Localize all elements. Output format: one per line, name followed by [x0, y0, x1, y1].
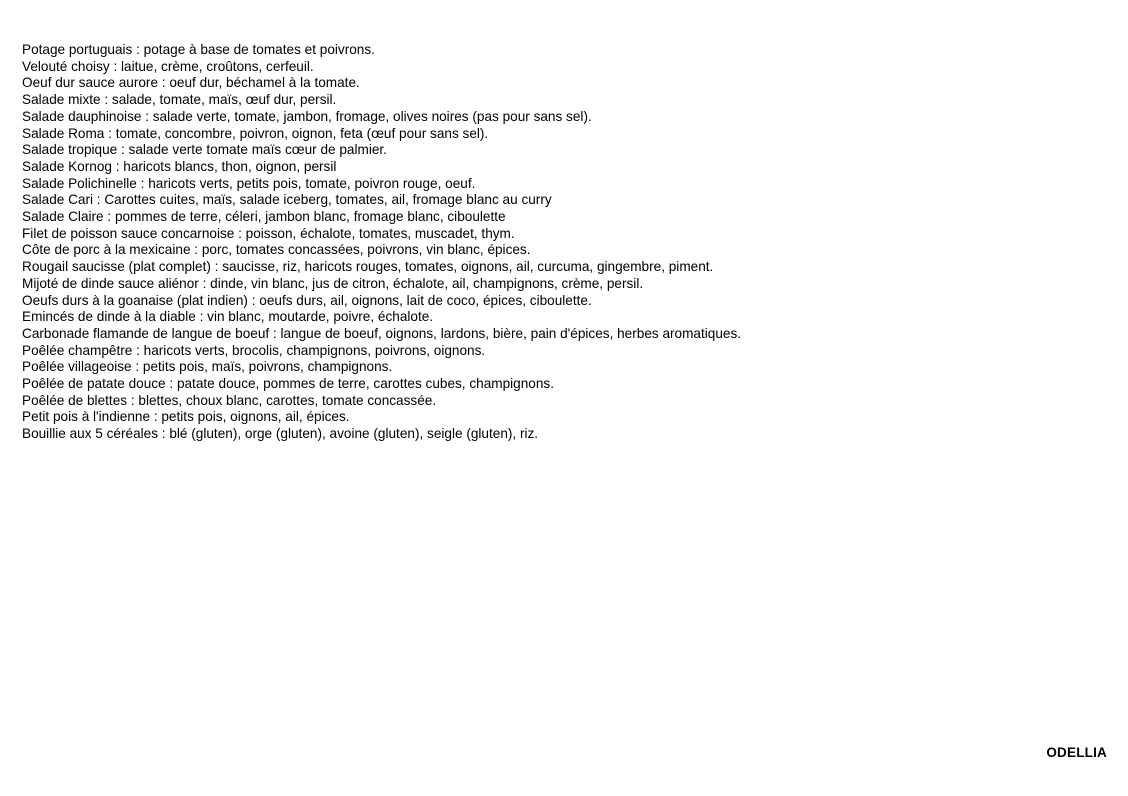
recipe-line-bouillie-cereales: Bouillie aux 5 céréales : blé (gluten), orge (gluten), avoine (gluten), seigle (gluten), riz. — [22, 426, 539, 442]
recipe-line-petit-pois-indienne: Petit pois à l'indienne : petits pois, oignons, ail, épices. — [22, 409, 350, 425]
recipe-line-poelee-villageoise: Poêlée villageoise : petits pois, maïs, poivrons, champignons. — [22, 359, 393, 375]
recipe-line-salade-cari: Salade Cari : Carottes cuites, maïs, salade iceberg, tomates, ail, fromage blanc au curry — [22, 192, 552, 208]
recipe-line-poelee-blettes: Poêlée de blettes : blettes, choux blanc, carottes, tomate concassée. — [22, 392, 437, 408]
recipe-line-salade-kornog: Salade Kornog : haricots blancs, thon, oignon, persil — [22, 158, 337, 174]
recipe-line-salade-claire: Salade Claire : pommes de terre, céleri, jambon blanc, fromage blanc, ciboulette — [22, 209, 506, 225]
brand-footer: ODELLIA — [1046, 745, 1107, 760]
recipe-line-poelee-champetre: Poêlée champêtre : haricots verts, brocolis, champignons, poivrons, oignons. — [22, 342, 486, 358]
recipe-line-salade-roma: Salade Roma : tomate, concombre, poivron, oignon, feta (œuf pour sans sel). — [22, 125, 489, 141]
recipe-line-filet-poisson: Filet de poisson sauce concarnoise : poisson, échalote, tomates, muscadet, thym. — [22, 225, 515, 241]
recipe-line-oeuf-dur-aurore: Oeuf dur sauce aurore : oeuf dur, béchamel à la tomate. — [22, 75, 360, 91]
recipe-line-potage-portuguais: Potage portuguais : potage à base de tomates et poivrons. — [22, 42, 375, 57]
recipe-line-cote-porc: Côte de porc à la mexicaine : porc, tomates concassées, poivrons, vin blanc, épices. — [22, 242, 531, 258]
recipe-line-rougail-saucisse: Rougail saucisse (plat complet) : saucisse, riz, haricots rouges, tomates, oignons, ail, curcuma, gingembre, piment. — [22, 259, 714, 275]
recipe-line-salade-mixte: Salade mixte : salade, tomate, maïs, œuf dur, persil. — [22, 92, 337, 108]
recipe-line-mijote-dinde: Mijoté de dinde sauce aliénor : dinde, vin blanc, jus de citron, échalote, ail, champignons, crème, persil. — [22, 275, 644, 291]
recipe-line-poelee-patate-douce: Poêlée de patate douce : patate douce, pommes de terre, carottes cubes, champignons. — [22, 376, 555, 392]
recipe-line-salade-dauphinoise: Salade dauphinoise : salade verte, tomate, jambon, fromage, olives noires (pas pour sans sel). — [22, 108, 592, 124]
recipe-line-oeufs-goanaise: Oeufs durs à la goanaise (plat indien) : oeufs durs, ail, oignons, lait de coco, épices, ciboulette. — [22, 292, 592, 308]
recipe-line-salade-tropique: Salade tropique : salade verte tomate maïs cœur de palmier. — [22, 142, 387, 158]
recipe-line-carbonade: Carbonade flamande de langue de boeuf : langue de boeuf, oignons, lardons, bière, pain d'épices, herbes aromatiques. — [22, 325, 742, 341]
recipe-list — [22, 42, 741, 443]
recipe-line-salade-polichinelle: Salade Polichinelle : haricots verts, petits pois, tomate, poivron rouge, oeuf. — [22, 175, 476, 191]
recipe-line-veloute-choisy: Velouté choisy : laitue, crème, croûtons, cerfeuil. — [22, 58, 314, 74]
recipe-line-emince-dinde: Emincés de dinde à la diable : vin blanc, moutarde, poivre, échalote. — [22, 309, 434, 325]
